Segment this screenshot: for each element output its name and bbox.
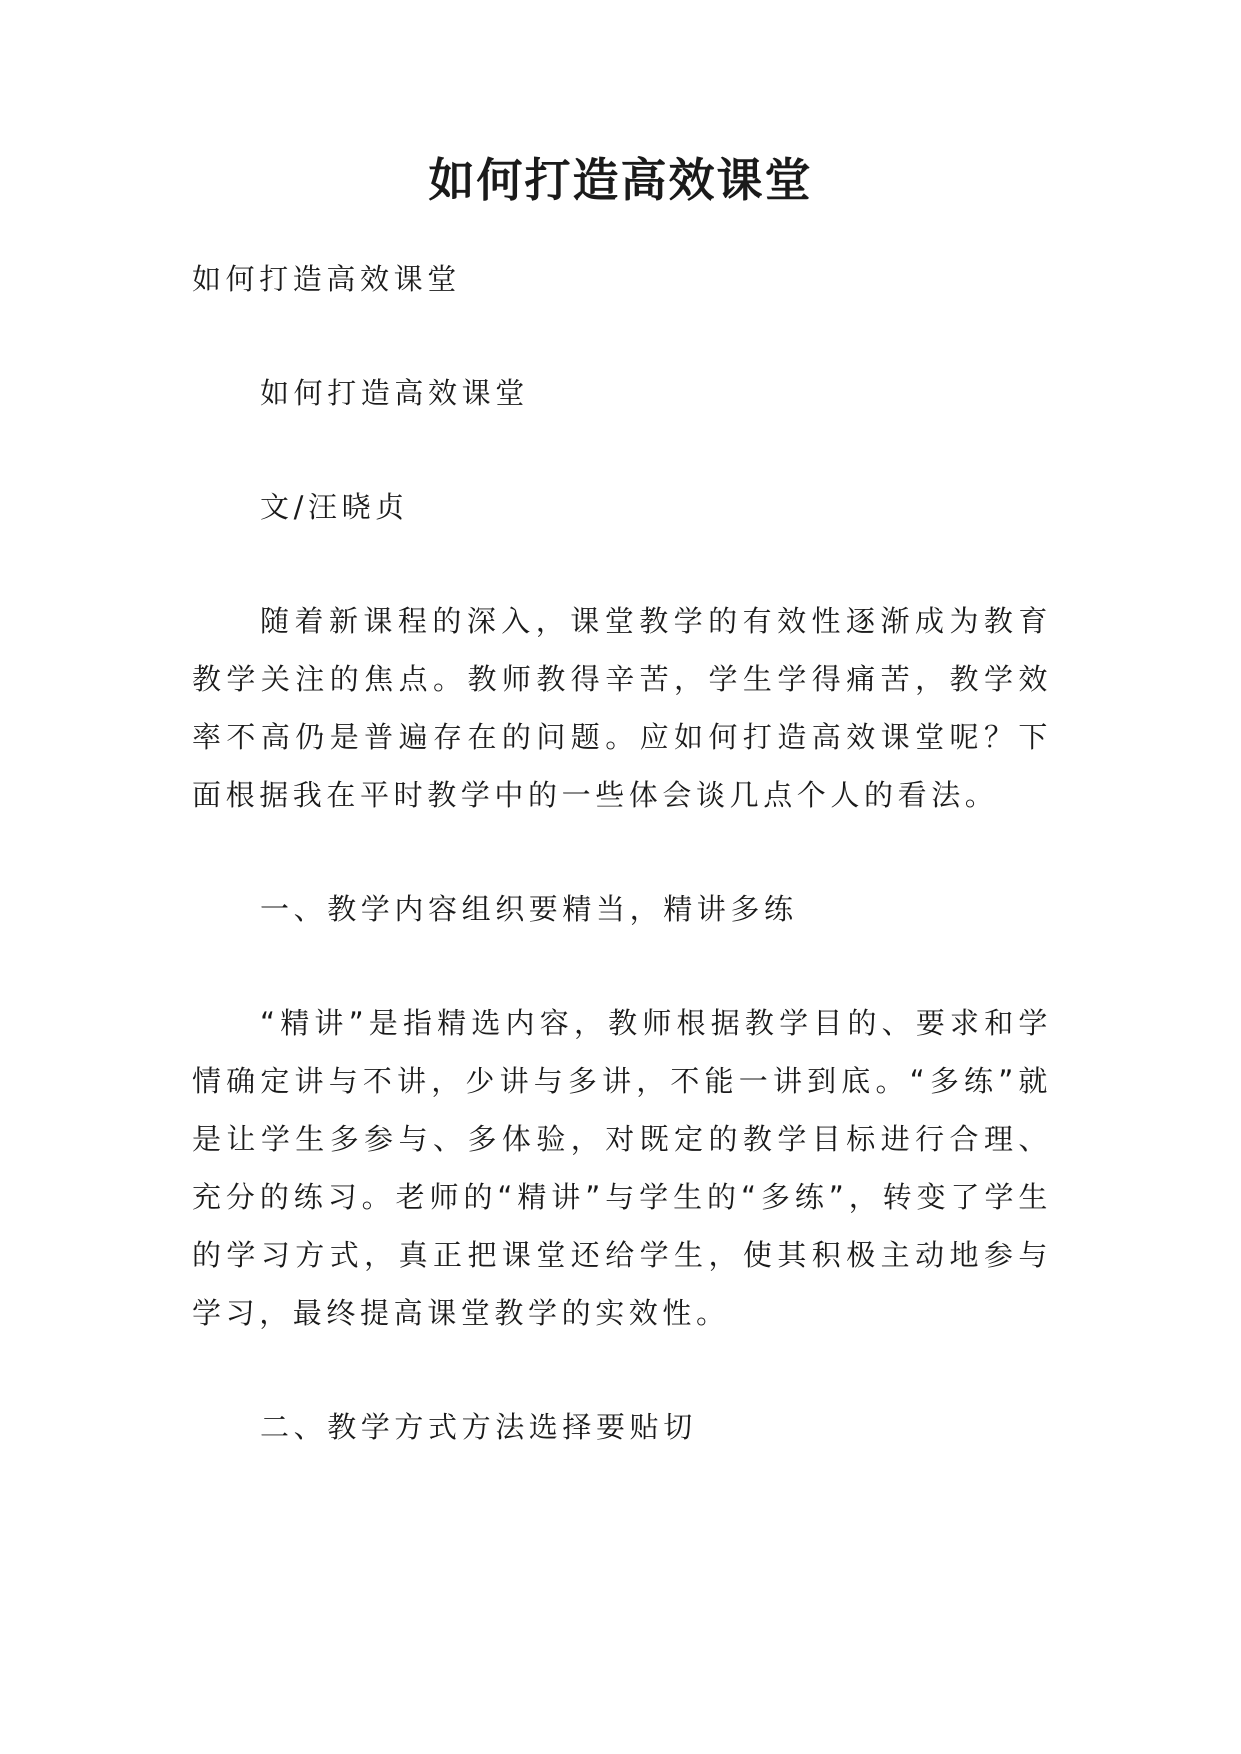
section-2-heading: 二、教学方式方法选择要贴切 bbox=[260, 1410, 697, 1444]
document-subtitle: 如何打造高效课堂 bbox=[192, 262, 461, 296]
intro-paragraph: 随着新课程的深入，课堂教学的有效性逐渐成为教育教学关注的焦点。教师教得辛苦，学生学得痛苦，教学效率不高仍是普遍存在的问题。应如何打造高效课堂呢？下面根据我在平时教学中的一些体会谈几点个人的看法。 bbox=[192, 604, 1052, 812]
article-title: 如何打造高效课堂 bbox=[260, 376, 529, 410]
section-1-paragraph: “精讲”是指精选内容，教师根据教学目的、要求和学情确定讲与不讲，少讲与多讲，不能一讲到底。“多练”就是让学生多参与、多体验，对既定的教学目标进行合理、充分的练习。老师的“精讲”与学生的“多练”，转变了学生的学习方式，真正把课堂还给学生，使其积极主动地参与学习，最终提高课堂教学的实效性。 bbox=[192, 1006, 1052, 1330]
section-1-heading: 一、教学内容组织要精当，精讲多练 bbox=[260, 892, 798, 926]
document-title: 如何打造高效课堂 bbox=[428, 153, 813, 207]
author-line: 文/汪晓贞 bbox=[260, 490, 409, 524]
